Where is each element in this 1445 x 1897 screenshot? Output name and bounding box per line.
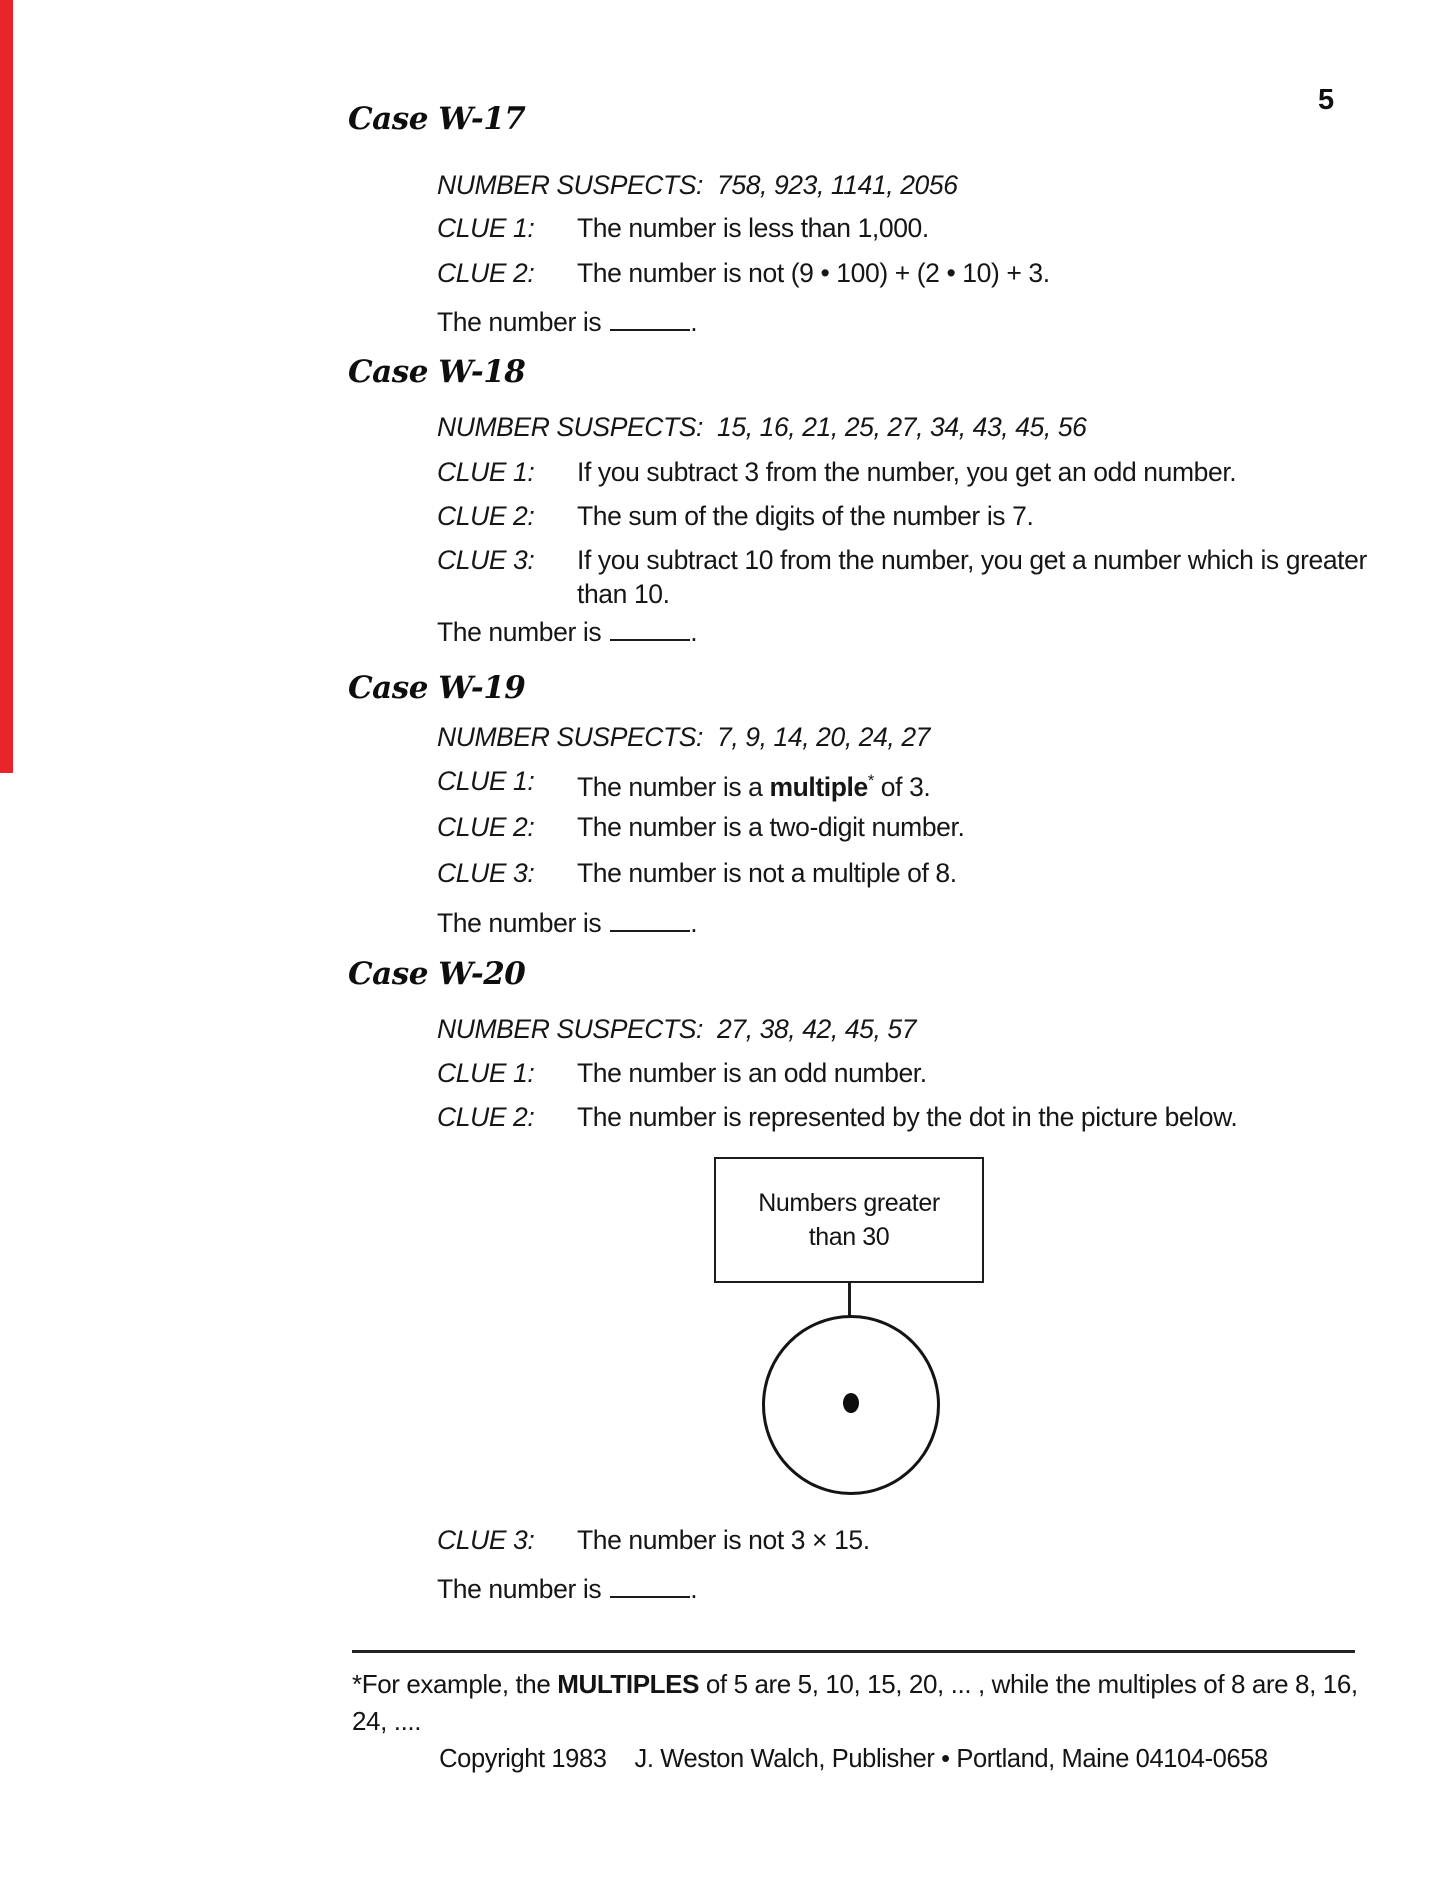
clue-label: CLUE 2: xyxy=(437,501,535,531)
answer-line-w20 xyxy=(437,1569,697,1606)
period: . xyxy=(690,307,698,338)
period: . xyxy=(690,617,698,648)
suspects-label: NUMBER SUSPECTS: xyxy=(437,170,704,200)
suspects-values: 15, 16, 21, 25, 27, 34, 43, 45, 56 xyxy=(717,412,1087,442)
case-title-w19: Case W-19 xyxy=(348,670,526,706)
clue-text: The number is an odd number. xyxy=(577,1058,927,1088)
copyright-left: Copyright 1983 xyxy=(439,1745,607,1773)
footnote-asterisk: * xyxy=(867,772,874,790)
diagram-set-box xyxy=(714,1157,984,1283)
clue-text: If you subtract 3 from the number, you get an odd number. xyxy=(577,457,1237,487)
clue-label: CLUE 2: xyxy=(437,812,535,842)
clue-label: CLUE 1: xyxy=(437,213,535,243)
clue-text: The number is a two-digit number. xyxy=(577,812,965,842)
answer-text: The number is xyxy=(437,617,602,648)
suspects-label: NUMBER SUSPECTS: xyxy=(437,1014,704,1044)
suspects-values: 27, 38, 42, 45, 57 xyxy=(717,1014,917,1044)
suspects-line-w19 xyxy=(437,720,930,754)
diagram-box-line1: Numbers greater xyxy=(758,1189,940,1217)
diagram-connector-line xyxy=(848,1283,851,1316)
clue-line xyxy=(437,1523,1422,1557)
scan-edge-red-bar xyxy=(0,0,13,773)
period: . xyxy=(690,908,698,939)
suspects-values: 758, 923, 1141, 2056 xyxy=(717,170,958,200)
suspects-label: NUMBER SUSPECTS: xyxy=(437,412,704,442)
clue-label: CLUE 1: xyxy=(437,457,535,487)
clue-text-bold: multiple xyxy=(769,771,868,802)
clue-text-post: of 3. xyxy=(873,771,931,802)
footnote-divider xyxy=(352,1650,1355,1653)
suspects-line-w17 xyxy=(437,168,958,202)
page-number: 5 xyxy=(1318,84,1335,116)
answer-blank xyxy=(610,903,690,932)
clue-text: The number is represented by the dot in the picture below. xyxy=(577,1102,1238,1132)
clue-text: The number is not a multiple of 8. xyxy=(577,858,957,888)
case-title-w20: Case W-20 xyxy=(348,956,526,992)
clue-line xyxy=(437,543,1422,611)
clue-text: The number is less than 1,000. xyxy=(577,213,929,243)
clue-text-pre: The number is a xyxy=(577,771,770,802)
footnote-bold: MULTIPLES xyxy=(557,1669,700,1699)
clue-line xyxy=(437,211,1422,245)
clue-label: CLUE 1: xyxy=(437,1058,535,1088)
clue-label: CLUE 2: xyxy=(437,1102,535,1132)
clue-text: The number is not (9 • 100) + (2 • 10) + 3. xyxy=(577,258,1050,288)
copyright-line xyxy=(352,1745,1355,1774)
clue-line xyxy=(437,764,1422,804)
clue-line xyxy=(437,1100,1422,1134)
clue-label: CLUE 1: xyxy=(437,766,535,796)
suspects-label: NUMBER SUSPECTS: xyxy=(437,722,704,752)
footnote-rest: of 5 are 5, 10, 15, 20, ... , while the multiples of 8 are 8, 16, 24, .... xyxy=(352,1669,1358,1736)
case-title-w17: Case W-17 xyxy=(348,101,526,137)
clue-line xyxy=(437,256,1422,290)
clue-line xyxy=(437,455,1422,489)
clue-label: CLUE 2: xyxy=(437,258,535,288)
suspects-line-w20 xyxy=(437,1012,916,1046)
suspects-values: 7, 9, 14, 20, 24, 27 xyxy=(717,722,931,752)
footnote xyxy=(352,1666,1362,1740)
clue-line xyxy=(437,499,1422,533)
answer-text: The number is xyxy=(437,1574,602,1605)
clue-line xyxy=(437,810,1422,844)
answer-blank xyxy=(610,302,690,331)
suspects-line-w18 xyxy=(437,410,1087,444)
clue-line xyxy=(437,1056,1422,1090)
clue-text: The sum of the digits of the number is 7. xyxy=(577,501,1034,531)
clue-label: CLUE 3: xyxy=(437,1525,535,1555)
clue-line xyxy=(437,856,1422,890)
clue-text xyxy=(577,764,1422,804)
answer-blank xyxy=(610,612,690,641)
answer-text: The number is xyxy=(437,908,602,939)
answer-text: The number is xyxy=(437,307,602,338)
clue-label: CLUE 3: xyxy=(437,545,535,575)
answer-line-w19 xyxy=(437,903,697,940)
case-title-w18: Case W-18 xyxy=(348,354,526,390)
clue-text: The number is not 3 × 15. xyxy=(577,1525,870,1555)
copyright-right: J. Weston Walch, Publisher • Portland, Maine 04104-0658 xyxy=(634,1745,1268,1773)
period: . xyxy=(690,1574,698,1605)
answer-line-w17 xyxy=(437,302,697,339)
clue-label: CLUE 3: xyxy=(437,858,535,888)
footnote-prefix: *For example, the xyxy=(352,1669,558,1699)
answer-blank xyxy=(610,1569,690,1598)
answer-line-w18 xyxy=(437,612,697,649)
clue-text: If you subtract 10 from the number, you get a number which is greater than 10. xyxy=(577,545,1367,609)
diagram-box-line2: than 30 xyxy=(808,1223,890,1251)
diagram-dot xyxy=(843,1393,859,1413)
